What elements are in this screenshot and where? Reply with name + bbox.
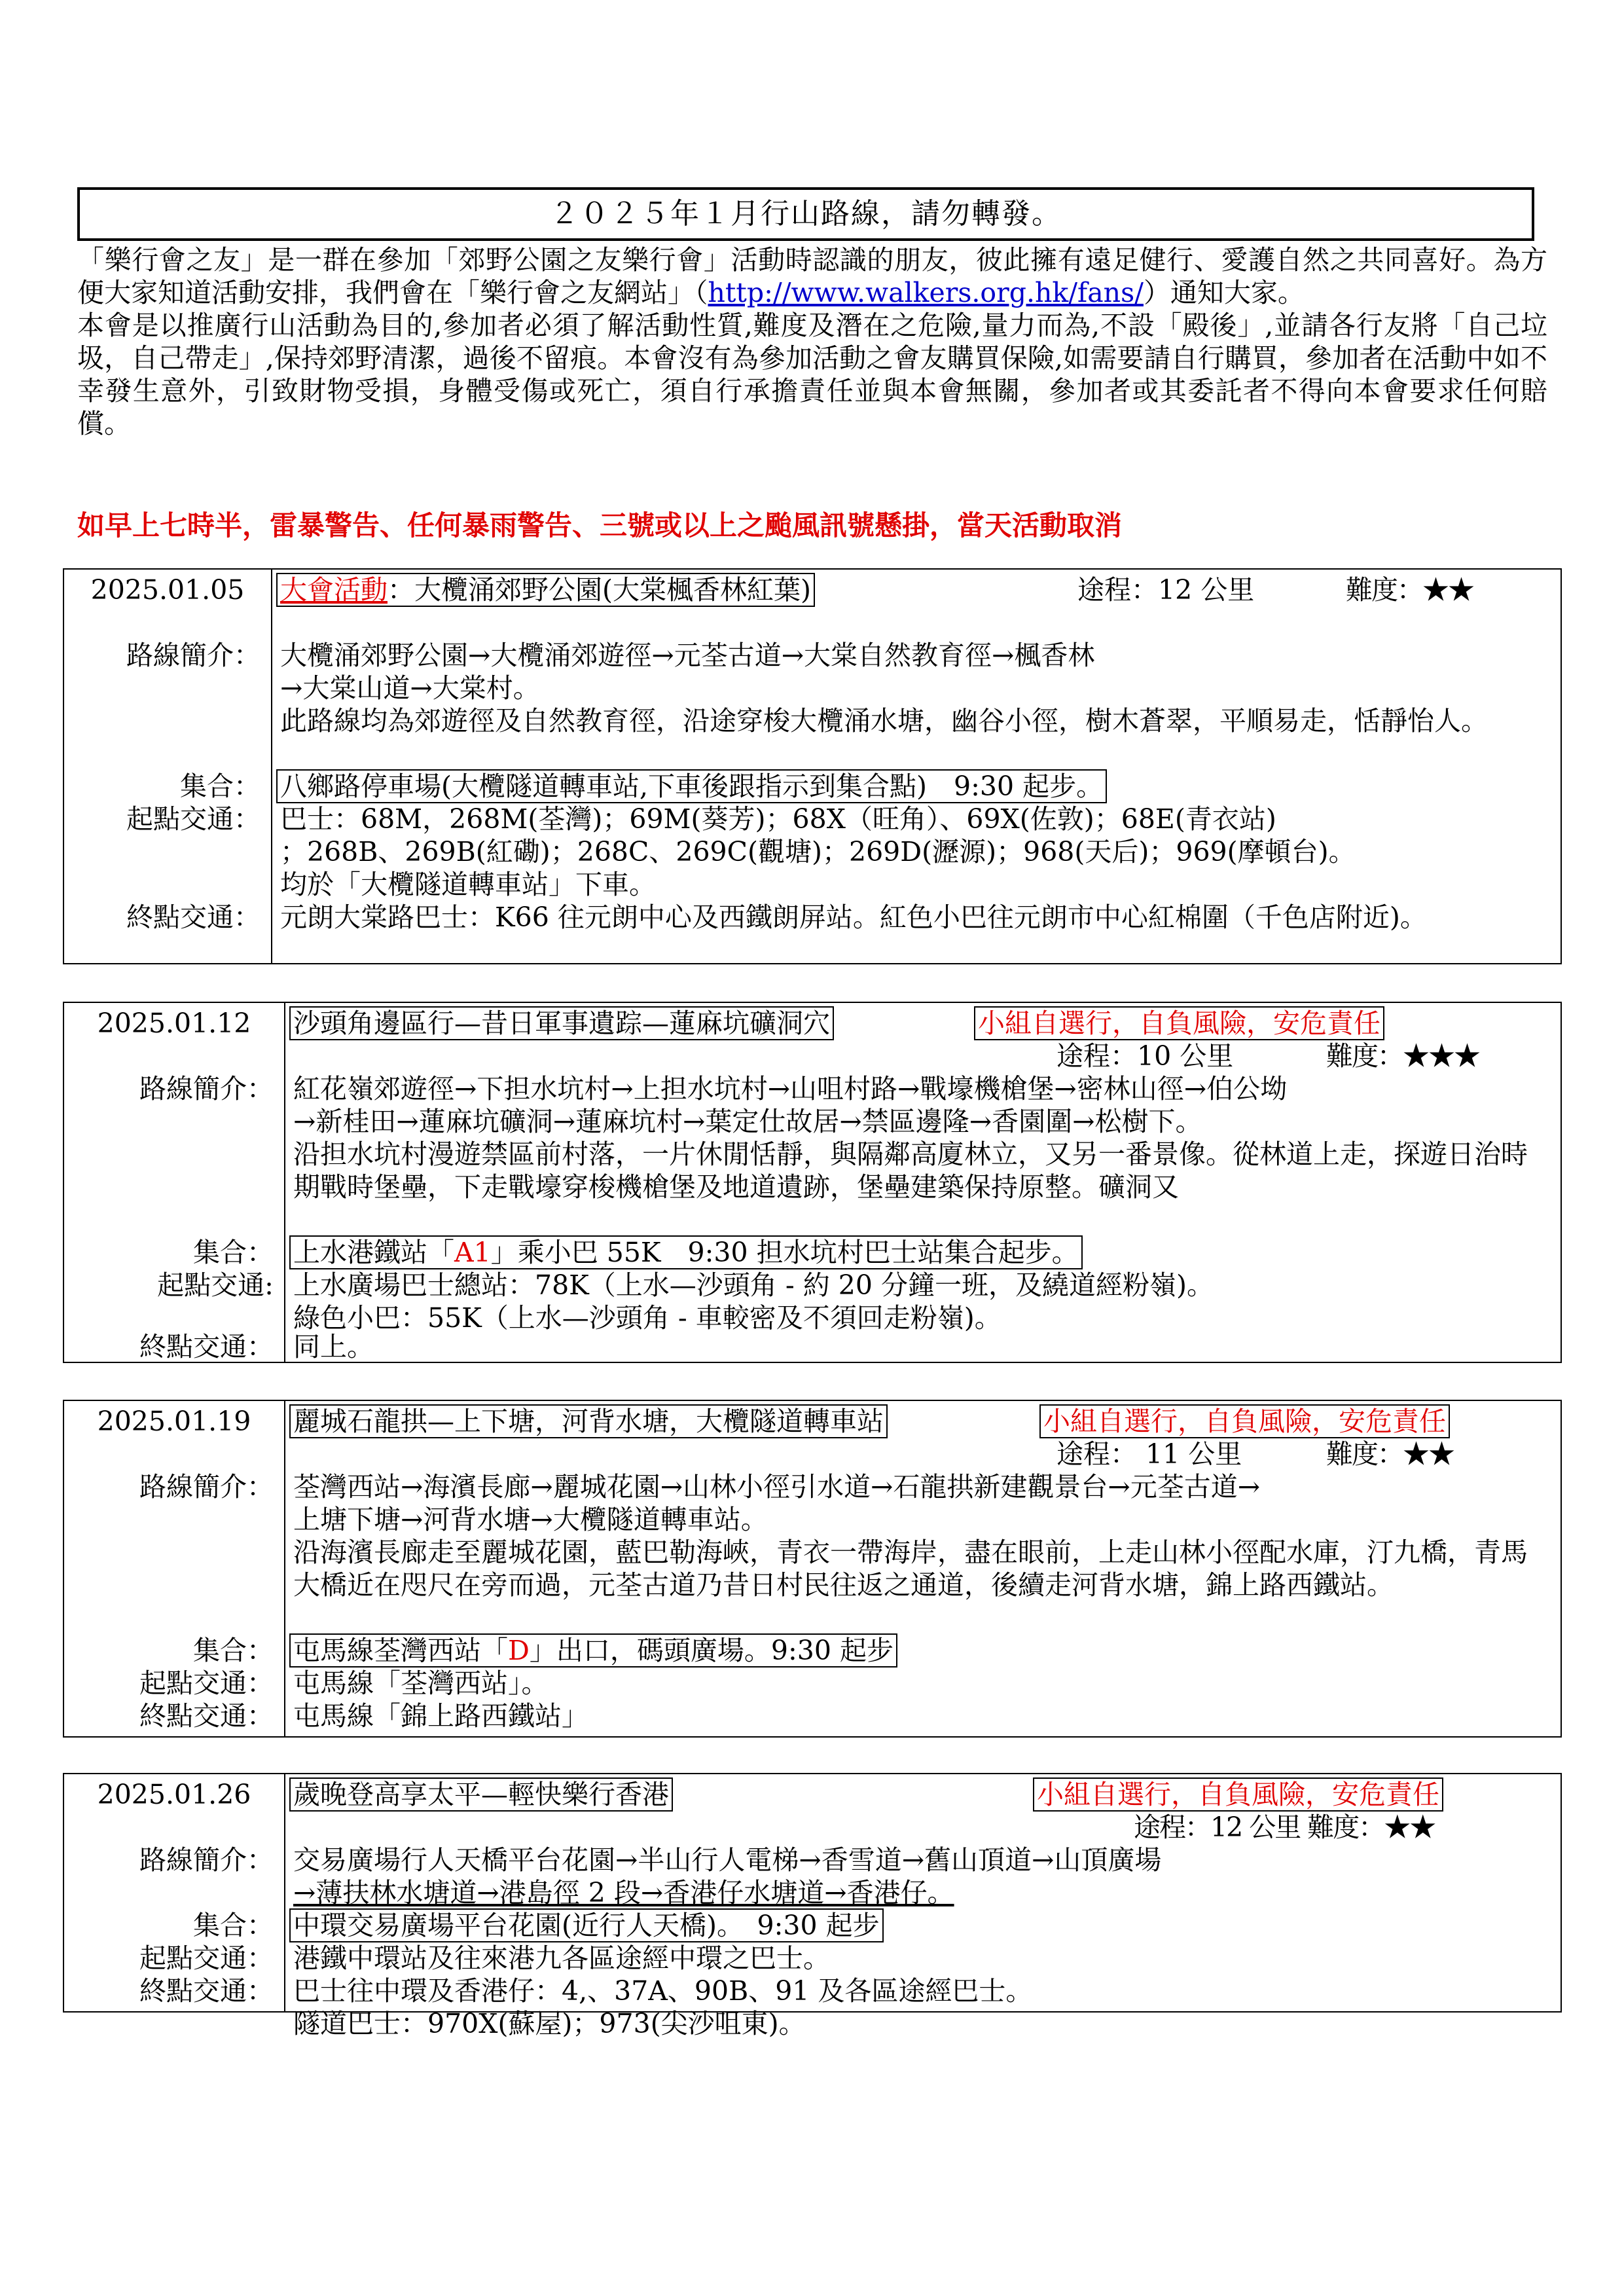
meet-label: 集合： (193, 1237, 274, 1268)
event-date: 2025.01.26 (97, 1779, 251, 1810)
event-title: ：大欖涌郊野公園(大棠楓香林紅葉) (388, 574, 811, 606)
weather-warning: 如早上七時半，雷暴警告、任何暴雨警告、三號或以上之颱風訊號懸掛，當天活動取消 (77, 509, 1123, 541)
start-transport-line-2: 綠色小巴：55K（上水—沙頭角 - 車較密及不須回走粉嶺)。 (293, 1302, 1001, 1334)
event-title: 麗城石龍拱—上下塘，河背水塘，大欖隧道轉車站 (289, 1404, 888, 1438)
meet-point: 八鄉路停車場(大欖隧道轉車站,下車後跟指示到集合點) 9:30 起步。 (276, 770, 1107, 803)
end-transport-label: 終點交通： (126, 902, 261, 933)
event-distance: 途程：12 公里 (1077, 574, 1255, 606)
meet-exit: A1 (454, 1237, 491, 1268)
event-date: 2025.01.05 (90, 574, 245, 606)
page-title: ２０２５年１月行山路線，請勿轉發。 (77, 187, 1534, 241)
route-description: 沿海濱長廊走至麗城花園，藍巴勒海峽，青衣一帶海岸，盡在眼前，上走山林小徑配水庫，汀九橋，青馬大橋近在咫尺在旁而過，元荃古道乃昔日村民往返之通道，後續走河背水塘，錦上路西鐵站。 (293, 1537, 1528, 1601)
meet-exit: D (508, 1635, 530, 1666)
start-transport-line-1: 上水廣場巴士總站：78K（上水—沙頭角 - 約 20 分鐘一班，及繞道經粉嶺)。 (293, 1269, 1214, 1301)
meet-label: 集合： (180, 771, 261, 802)
end-transport: 同上。 (293, 1331, 374, 1362)
start-transport-label: 起點交通： (126, 803, 261, 835)
event-title: 歲晚登高享太平—輕快樂行香港 (289, 1777, 673, 1812)
start-transport: 港鐵中環站及往來港九各區途經中環之巴士。 (293, 1942, 830, 1974)
intro-p1-end: ）通知大家。 (1143, 277, 1305, 308)
event-title: 沙頭角邊區行—昔日軍事遺踪—蓮麻坑礦洞穴 (289, 1006, 834, 1040)
start-transport-label: 起點交通： (139, 1942, 274, 1974)
route-label: 路線簡介： (139, 1471, 274, 1503)
event-difficulty: 難度：★★ (1326, 1438, 1454, 1470)
start-transport-line-2: ；268B、269B(紅磡)；268C、269C(觀塘)；269D(瀝源)；968(天后)；969(摩頓台)。 (280, 836, 1356, 867)
route-label: 路線簡介： (126, 640, 261, 671)
intro-p1-text: 「樂行會之友」是一群在參加「郊野公園之友樂行會」活動時認識的朋友，彼此擁有遠足健行、愛護自然之共同喜好。為方便大家知道活動安排，我們會在「樂行會之友網站」（ (77, 244, 1547, 308)
meet-point: 中環交易廣場平台花園(近行人天橋)。 9:30 起步 (289, 1909, 884, 1942)
event-section-3 (63, 1400, 1562, 1738)
start-transport: 屯馬線「荃灣西站」。 (293, 1667, 549, 1699)
start-transport-line-1: 巴士：68M，268M(荃灣)；69M(葵芳)；68X（旺角）、69X(佐敦)；68E(青衣站) (280, 803, 1276, 835)
event-section-1 (63, 568, 1562, 964)
end-transport-label: 終點交通： (139, 1975, 274, 2007)
fans-website-link[interactable]: http://www.walkers.org.hk/fans/ (708, 277, 1144, 308)
end-transport-line-2: 隧道巴士：970X(蘇屋)；973(尖沙咀東)。 (293, 2008, 806, 2039)
event-difficulty: 難度：★★ (1346, 574, 1473, 606)
route-line-1: 荃灣西站→海濱長廊→麗城花園→山林小徑引水道→石龍拱新建觀景台→元荃古道→ (293, 1471, 1261, 1503)
event-distance: 途程：10 公里 (1056, 1040, 1234, 1072)
event-title-row (289, 1007, 834, 1040)
intro-paragraph-1 (77, 244, 1547, 309)
route-line-1: 紅花嶺郊遊徑→下担水坑村→上担水坑村→山咀村路→戰壕機槍堡→密林山徑→伯公坳 (293, 1073, 1288, 1104)
intro-paragraph-2: 本會是以推廣行山活動為目的,參加者必須了解活動性質,難度及潛在之危險,量力而為,不設「殿後」,並請各行友將「自己垃圾，自己帶走」,保持郊野清潔，過後不留痕。本會沒有為參加活動之會友購買保險,如需要請自行購買，參加者在活動中如不幸發生意外，引致財物受損，身體受傷或死亡，須自行承擔責任並與本會無關，參加者或其委託者不得向本會要求任何賠償。 (77, 310, 1547, 439)
end-transport: 元朗大棠路巴士：K66 往元朗中心及西鐵朗屏站。紅色小巴往元朗市中心紅棉圍（千色店附近)。 (280, 902, 1427, 933)
event-title-row (289, 1405, 888, 1438)
route-description: 沿担水坑村漫遊禁區前村落，一片休閒恬靜，與隔鄰高廈林立，又另一番景像。從林道上走，探遊日治時期戰時堡壘，下走戰壕穿梭機槍堡及地道遺跡，堡壘建築保持原整。礦洞又 (293, 1139, 1528, 1203)
meet-label: 集合： (193, 1635, 274, 1666)
route-label: 路線簡介： (139, 1844, 274, 1876)
event-distance: 途程： 11 公里 (1056, 1438, 1242, 1470)
event-title-row (289, 1778, 673, 1811)
route-line-2: →大棠山道→大棠村。 (280, 672, 540, 704)
route-line-1: 交易廣場行人天橋平台花園→半山行人電梯→香雪道→舊山頂道→山頂廣場 (293, 1844, 1162, 1876)
route-description: 此路線均為郊遊徑及自然教育徑，沿途穿梭大欖涌水塘，幽谷小徑，樹木蒼翠，平順易走，恬靜怡人。 (280, 705, 1488, 737)
event-distance-difficulty: 途程：12 公里 難度：★★ (1134, 1812, 1435, 1843)
intro-text (77, 244, 1547, 440)
end-transport-label: 終點交通： (139, 1700, 274, 1732)
start-transport-label: 起點交通: (157, 1269, 274, 1301)
route-label: 路線簡介： (139, 1073, 274, 1104)
event-tag: 大會活動 (280, 574, 388, 606)
event-section-2 (63, 1002, 1562, 1363)
event-date: 2025.01.12 (97, 1008, 251, 1039)
event-notice: 小組自選行，自負風險，安危責任 (974, 1007, 1384, 1040)
start-transport-label: 起點交通： (139, 1667, 274, 1699)
event-difficulty: 難度：★★★ (1326, 1040, 1479, 1072)
end-transport: 屯馬線「錦上路西鐵站」 (293, 1700, 588, 1732)
meet-label: 集合： (193, 1910, 274, 1941)
meet-point: 屯馬線荃灣西站「D」出口，碼頭廣場。9:30 起步 (289, 1634, 897, 1667)
event-title-row (276, 574, 815, 606)
route-line-1: 大欖涌郊野公園→大欖涌郊遊徑→元荃古道→大棠自然教育徑→楓香林 (280, 640, 1095, 671)
event-section-4 (63, 1773, 1562, 2039)
route-line-2: →薄扶林水塘道→港島徑 2 段→香港仔水塘道→香港仔。 (293, 1877, 954, 1908)
event-notice: 小組自選行，自負風險，安危責任 (1039, 1405, 1450, 1438)
route-line-2: 上塘下塘→河背水塘→大欖隧道轉車站。 (293, 1504, 768, 1535)
end-transport-line-1: 巴士往中環及香港仔：4,、37A、90B、91 及各區途經巴士。 (293, 1975, 1033, 2007)
end-transport-label: 終點交通： (139, 1331, 274, 1362)
event-notice: 小組自選行，自負風險，安危責任 (1033, 1778, 1443, 1811)
meet-point: 上水港鐵站「A1」乘小巴 55K 9:30 担水坑村巴士站集合起步。 (289, 1236, 1083, 1269)
start-transport-line-3: 均於「大欖隧道轉車站」下車。 (280, 869, 656, 900)
event-date: 2025.01.19 (97, 1406, 251, 1437)
route-line-2: →新桂田→蓮麻坑礦洞→蓮麻坑村→葉定仕故居→禁區邊隆→香園圍→松樹下。 (293, 1106, 1202, 1137)
